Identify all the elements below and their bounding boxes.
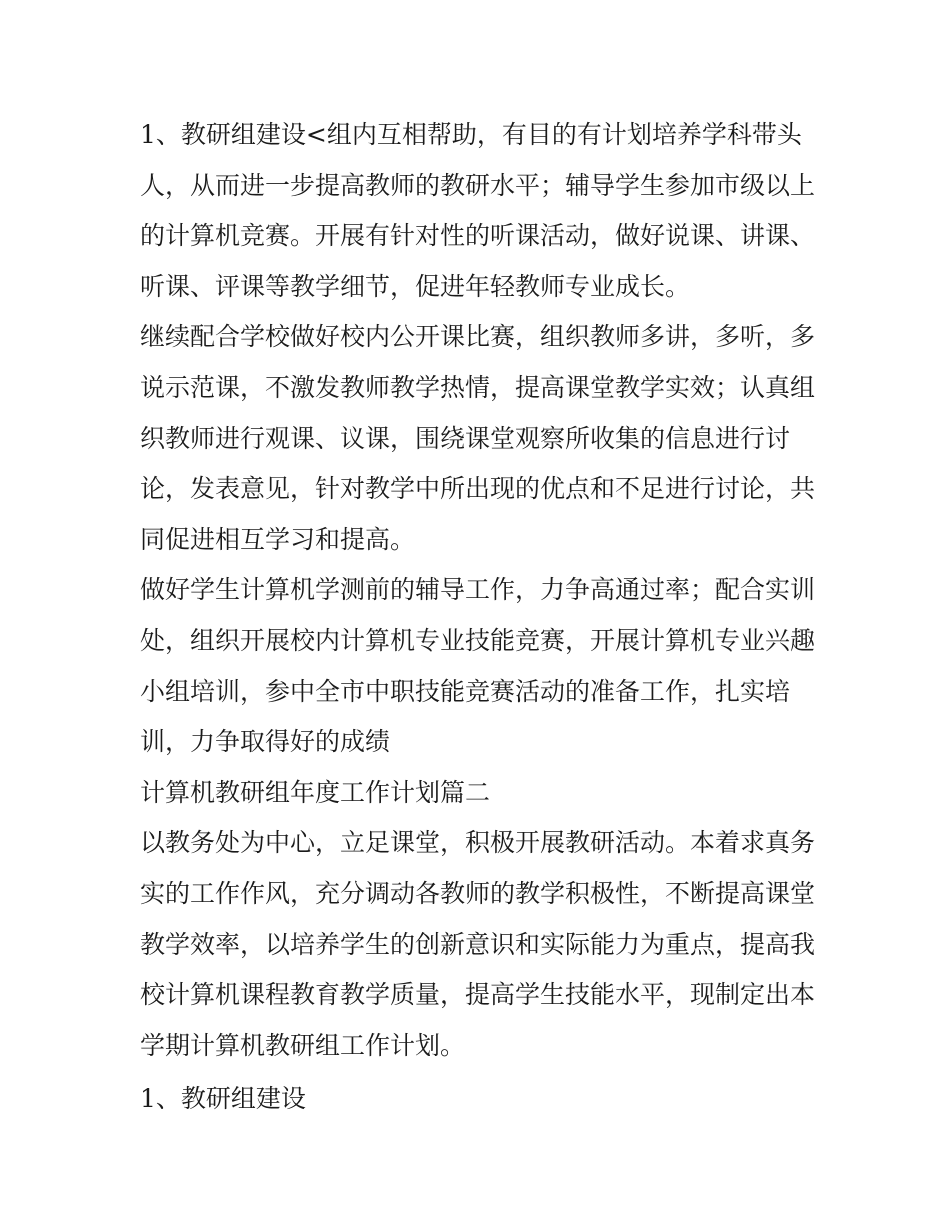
text-line: 听课、评课等教学细节，促进年轻教师专业成长。 xyxy=(140,271,691,301)
text-line: 校计算机课程教育教学质量，提高学生技能水平，现制定出本 xyxy=(140,980,816,1010)
text-line: 实的工作作风，充分调动各教师的教学积极性，不断提高课堂 xyxy=(140,878,816,908)
text-line: 小组培训，参中全市中职技能竞赛活动的准备工作，扎实培 xyxy=(140,676,791,706)
text-line: 训，力争取得好的成绩 xyxy=(140,727,391,757)
text-line: 织教师进行观课、议课，围绕课堂观察所收集的信息进行讨 xyxy=(140,423,791,453)
text-line: 说示范课，不激发教师教学热情，提高课堂教学实效；认真组 xyxy=(140,372,816,402)
section-heading: 计算机教研组年度工作计划篇二 xyxy=(140,777,491,807)
text-line: 1、教研组建设<组内互相帮助，有目的有计划培养学科带头 xyxy=(140,120,802,149)
text-line: 学期计算机教研组工作计划。 xyxy=(140,1030,466,1060)
document-body xyxy=(140,110,820,1127)
text-line: 以教务处为中心，立足课堂，积极开展教研活动。本着求真务 xyxy=(140,828,816,858)
text-line: 教学效率，以培养学生的创新意识和实际能力为重点，提高我 xyxy=(140,929,816,959)
text-line: 做好学生计算机学测前的辅导工作，力争高通过率；配合实训 xyxy=(140,575,816,605)
text-line: 处，组织开展校内计算机专业技能竞赛，开展计算机专业兴趣 xyxy=(140,625,816,655)
text-line: 的计算机竞赛。开展有针对性的听课活动，做好说课、讲课、 xyxy=(140,221,816,251)
text-line: 人，从而进一步提高教师的教研水平；辅导学生参加市级以上 xyxy=(140,170,816,200)
text-line: 同促进相互学习和提高。 xyxy=(140,524,416,554)
text-line: 论，发表意见，针对教学中所出现的优点和不足进行讨论，共 xyxy=(140,474,816,504)
subsection-heading: 1、教研组建设 xyxy=(140,1084,306,1114)
text-line: 继续配合学校做好校内公开课比赛，组织教师多讲，多听，多 xyxy=(140,322,816,352)
